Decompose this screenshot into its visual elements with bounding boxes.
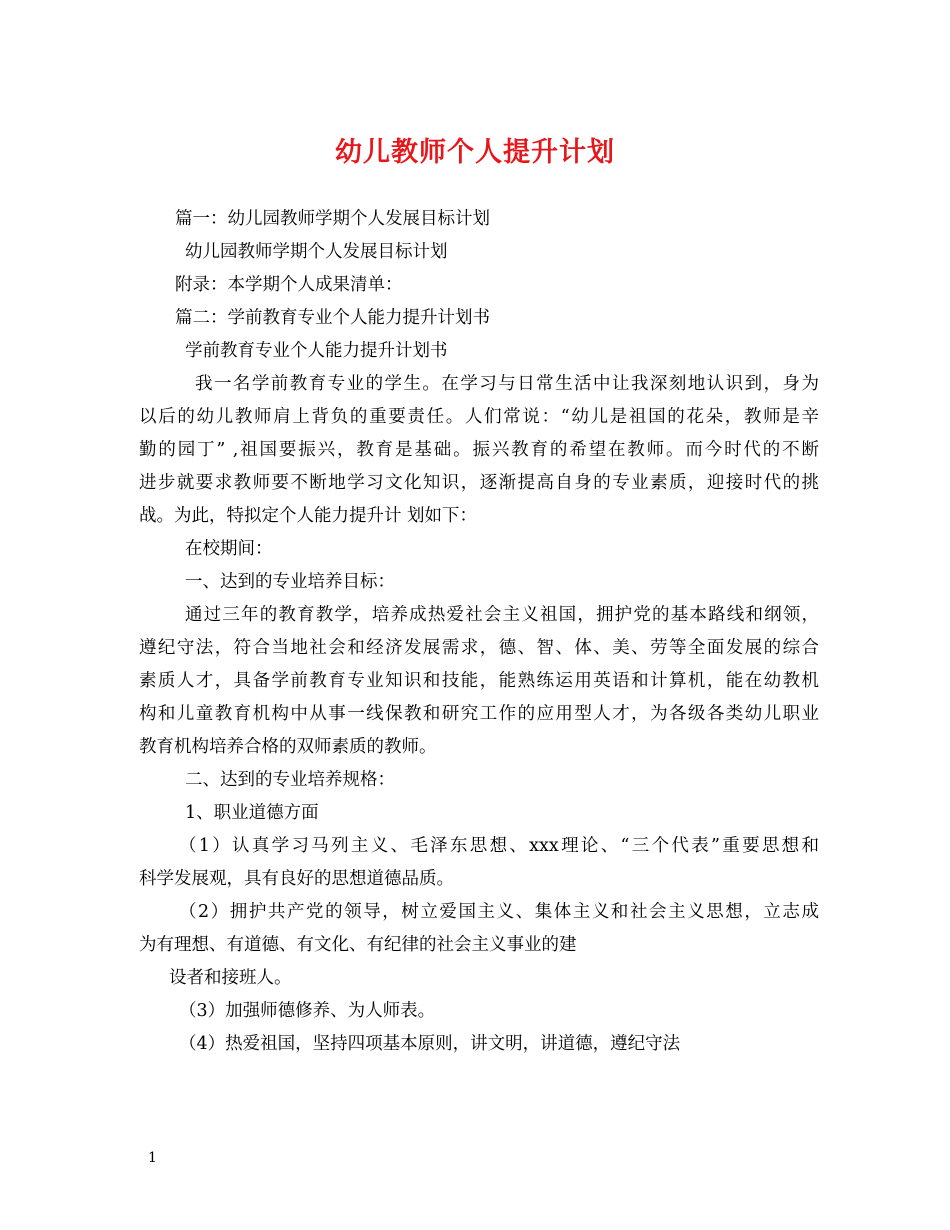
intro-paragraph [139, 368, 819, 533]
paragraph-line: 科学发展观，具有良好的思想道德品质。 [139, 869, 454, 889]
item-4: （4）热爱祖国，坚持四项基本原则，讲文明，讲道德，遵纪守法 [179, 1034, 681, 1054]
item-2-paragraph [139, 896, 819, 962]
heading-part-one: 篇一：幼儿园教师学期个人发展目标计划 [175, 209, 490, 229]
heading-part-two: 篇二：学前教育专业个人能力提升计划书 [175, 308, 490, 328]
paragraph-line: 以后的幼儿教师肩上背负的重要责任。人们常说：“幼儿是祖国的花朵，教师是辛 [139, 407, 819, 427]
subheading-part-one: 幼儿园教师学期个人发展目标计划 [185, 242, 448, 262]
paragraph-line: 教育机构培养合格的双师素质的教师。 [139, 737, 437, 757]
paragraph-line: 战。为此，特拟定个人能力提升计 划如下： [139, 506, 478, 526]
item-2-continuation: 设者和接班人。 [169, 968, 292, 988]
subsection-ethics: 1、职业道德方面 [185, 803, 319, 823]
paragraph-line: 遵纪守法，符合当地社会和经济发展需求，德、智、体、美、劳等全面发展的综合 [139, 638, 819, 658]
paragraph-line: （2）拥护共产党的领导，树立爱国主义、集体主义和社会主义思想，立志成 [179, 902, 819, 922]
document-title: 幼儿教师个人提升计划 [335, 137, 615, 168]
subheading-part-two: 学前教育专业个人能力提升计划书 [185, 341, 448, 361]
section-label-school: 在校期间： [185, 539, 273, 559]
paragraph-line: （1）认真学习马列主义、毛泽东思想、xxx理论、“三个代表”重要思想和 [179, 836, 819, 856]
goals-paragraph [139, 599, 819, 764]
appendix-line: 附录：本学期个人成果清单： [175, 275, 403, 295]
paragraph-line: 勤的园丁” ,祖国要振兴，教育是基础。振兴教育的希望在教师。而今时代的不断 [139, 440, 819, 460]
paragraph-line: 构和儿童教育机构中从事一线保教和研究工作的应用型人才，为各级各类幼儿职业 [139, 704, 819, 724]
paragraph-line: 通过三年的教育教学，培养成热爱社会主义祖国，拥护党的基本路线和纲领， [185, 605, 819, 625]
paragraph-line: 素质人才，具备学前教育专业知识和技能，能熟练运用英语和计算机，能在幼教机 [139, 671, 819, 691]
paragraph-line: 我一名学前教育专业的学生。在学习与日常生活中让我深刻地认识到，身为 [195, 374, 819, 394]
section-heading-specs: 二、达到的专业培养规格： [185, 770, 395, 790]
paragraph-line: 为有理想、有道德、有文化、有纪律的社会主义事业的建 [139, 935, 577, 955]
item-3: （3）加强师德修养、为人师表。 [179, 1001, 436, 1021]
document-body [139, 203, 819, 1061]
item-1-paragraph [139, 830, 819, 896]
paragraph-line: 进步就要求教师要不断地学习文化知识，逐渐提高自身的专业素质，迎接时代的挑 [139, 473, 819, 493]
page-number: 1 [148, 1150, 157, 1166]
section-heading-goals: 一、达到的专业培养目标： [185, 572, 395, 592]
